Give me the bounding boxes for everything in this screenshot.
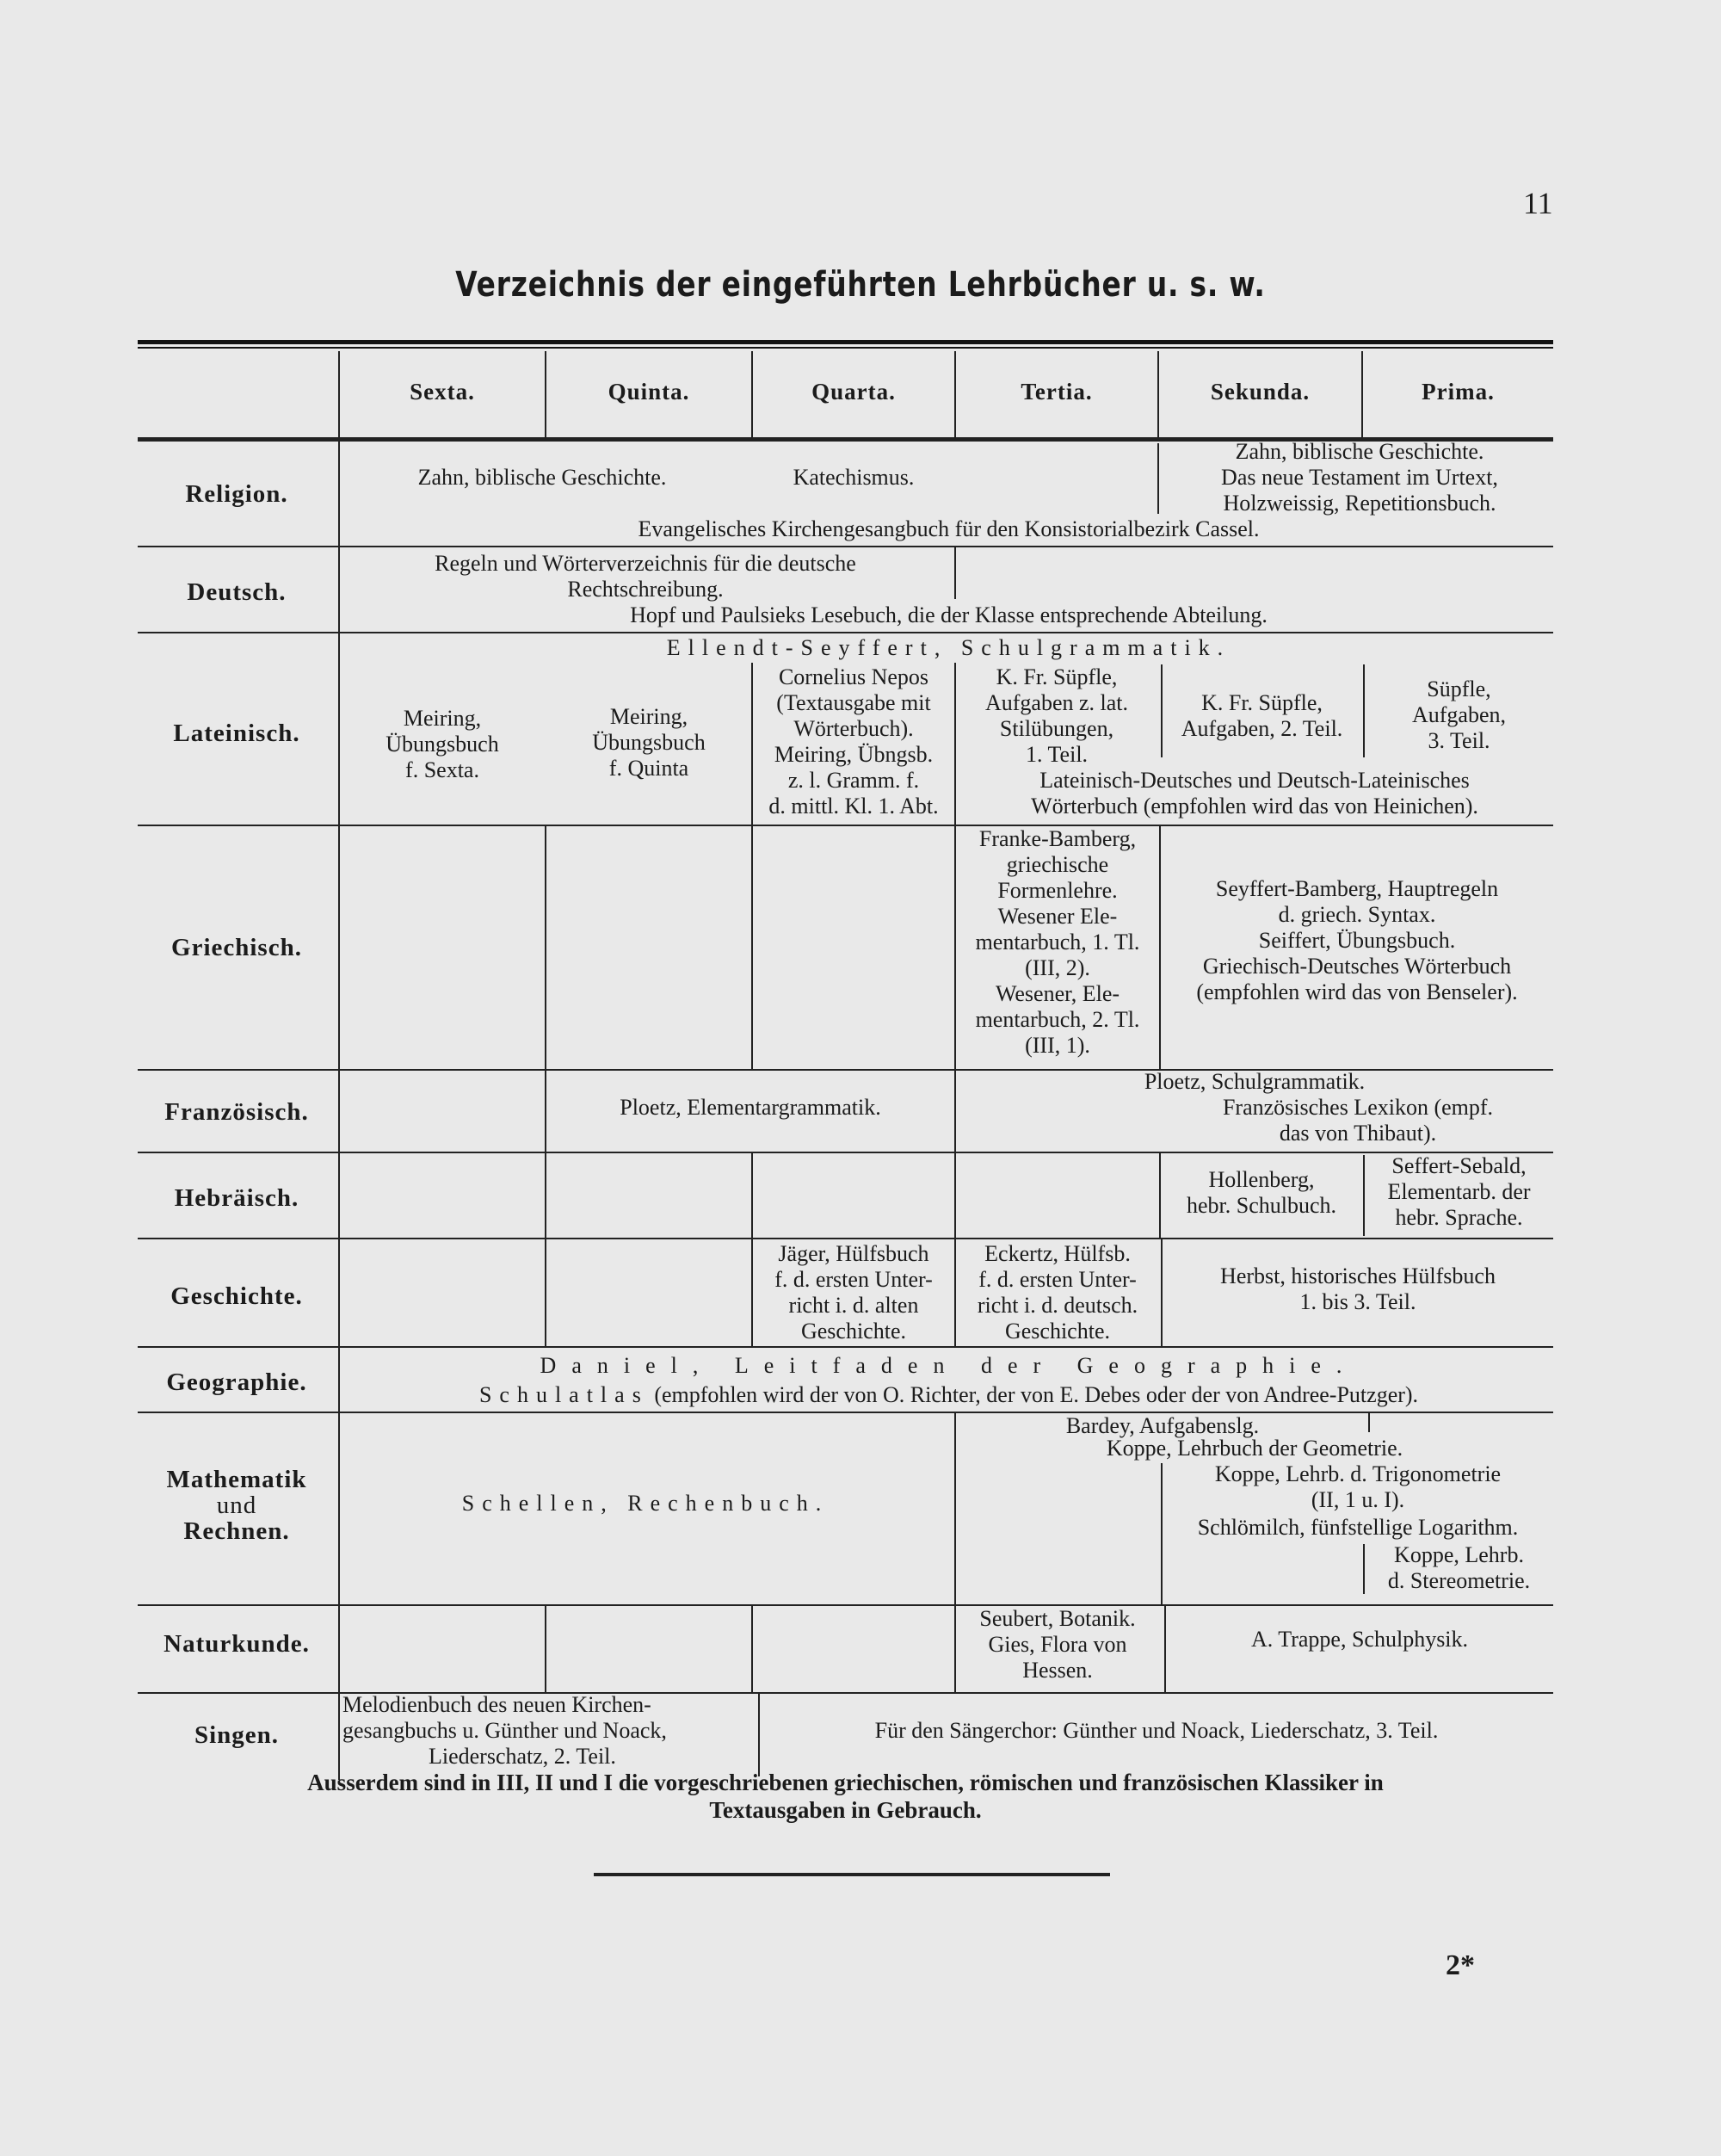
geo-line2: Schulatlas (empfohlen wird der von O. Richter, der von E. Debes oder der von Andree-Putzger).: [478, 1382, 1419, 1407]
math-tertia-sekunda: Bardey, Aufgabenslg.: [1065, 1413, 1260, 1438]
row-rule: [138, 632, 1553, 633]
row-rule: [138, 825, 1553, 826]
natur-upper: A. Trappe, Schulphysik.: [1250, 1627, 1469, 1652]
column-header-prima: Prima.: [1422, 379, 1495, 405]
hebr-prima: Seffert-Sebald, Elementarb. der hebr. Sprache.: [1387, 1153, 1531, 1230]
divider: [751, 1153, 753, 1238]
latein-sekunda: K. Fr. Süpfle, Aufgaben, 2. Teil.: [1181, 690, 1343, 741]
divider: [545, 1153, 546, 1238]
latein-quinta: Meiring, Übungsbuch f. Quinta: [592, 704, 706, 781]
row-rule: [138, 1238, 1553, 1239]
math-upper2: Koppe, Lehrb. d. Trigonometrie (II, 1 u. I).: [1214, 1461, 1502, 1512]
deutsch-lower: Regeln und Wörterverzeichnis für die deutsche Rechtschreibung.: [435, 551, 856, 602]
subject-hebr: Hebräisch.: [174, 1184, 299, 1212]
row-rule: [138, 1152, 1553, 1153]
latein-sexta: Meiring, Übungsbuch f. Sexta.: [386, 706, 499, 782]
subject-deutsch: Deutsch.: [187, 578, 287, 606]
griechisch-upper: Seyffert-Bamberg, Hauptregeln d. griech. Syntax. Seiffert, Übungsbuch. Griechisch-Deutsches Wörterbuch (empfohlen wird das von Benseler).: [1196, 876, 1518, 1004]
singen-upper: Für den Sängerchor: Günther und Noack, Liederschatz, 3. Teil.: [874, 1718, 1439, 1743]
subject-latein: Lateinisch.: [173, 720, 300, 747]
subject-gesch: Geschichte.: [170, 1282, 303, 1310]
row-rule: [138, 1604, 1553, 1606]
title-rule: [138, 340, 1553, 349]
subject-franz: Französisch.: [164, 1098, 309, 1126]
religion-sexta-quinta: Zahn, biblische Geschichte.: [417, 465, 667, 490]
divider: [1368, 1413, 1370, 1432]
column-header-sekunda: Sekunda.: [1210, 379, 1311, 405]
footnote: Ausserdem sind in III, II und I die vorgeschriebenen griechischen, römischen und französischen Klassiker in Textausgaben in Gebrauch.: [307, 1770, 1384, 1823]
divider: [545, 826, 546, 1069]
gesch-quarta: Jäger, Hülfsbuch f. d. ersten Unter- richt i. d. alten Geschichte.: [774, 1241, 933, 1344]
subject-religion: Religion.: [185, 480, 288, 508]
latein-quarta: Cornelius Nepos (Textausgabe mit Wörterbuch). Meiring, Übngsb. z. l. Gramm. f. d. mittl. Kl. 1. Abt.: [768, 664, 939, 819]
column-header-sexta: Sexta.: [410, 379, 475, 405]
subject-natur: Naturkunde.: [163, 1630, 310, 1658]
gesch-tertia: Eckertz, Hülfsb. f. d. ersten Unter- richt i. d. deutsch. Geschichte.: [977, 1241, 1138, 1344]
gesch-upper: Herbst, historisches Hülfsbuch 1. bis 3. Teil.: [1220, 1263, 1496, 1314]
divider: [545, 1239, 546, 1346]
latein-prima: Süpfle, Aufgaben, 3. Teil.: [1411, 676, 1506, 753]
closing-rule: [594, 1873, 1110, 1876]
latein-tertia: K. Fr. Süpfle, Aufgaben z. lat. Stilübungen, 1. Teil.: [984, 664, 1129, 767]
column-header-tertia: Tertia.: [1021, 379, 1093, 405]
divider: [545, 1606, 546, 1692]
divider: [1157, 443, 1159, 514]
subject-divider: [338, 442, 340, 1780]
column-header-quarta: Quarta.: [811, 379, 896, 405]
subject-singen: Singen.: [194, 1721, 280, 1749]
math-upper3: Schlömilch, fünfstellige Logarithm.: [1197, 1515, 1519, 1540]
religion-upper: Zahn, biblische Geschichte. Das neue Testament im Urtext, Holzweissig, Repetitionsbuch.: [1221, 439, 1498, 516]
page-number: 11: [1523, 186, 1553, 220]
griechisch-tertia: Franke-Bamberg, griechische Formenlehre. Wesener Ele- mentarbuch, 1. Tl. (III, 2). Wesener, Ele- mentarbuch, 2. Tl. (III, 1).: [975, 826, 1140, 1058]
latein-all: Ellendt-Seyffert, Schulgrammatik.: [666, 635, 1231, 660]
hebr-sekunda: Hollenberg, hebr. Schulbuch.: [1186, 1167, 1337, 1218]
deutsch-all: Hopf und Paulsieks Lesebuch, die der Klasse entsprechende Abteilung.: [630, 602, 1268, 627]
divider: [954, 547, 956, 599]
math-upper1: Koppe, Lehrbuch der Geometrie.: [1106, 1436, 1403, 1461]
religion-quarta: Katechismus.: [793, 465, 915, 490]
math-prima: Koppe, Lehrb. d. Stereometrie.: [1387, 1542, 1531, 1593]
divider: [751, 826, 753, 1069]
divider: [954, 1153, 956, 1238]
singen-lower: Melodienbuch des neuen Kirchen- gesangbuchs u. Günther und Noack, Liederschatz, 2. Teil.: [342, 1692, 667, 1769]
signature-mark: 2*: [1446, 1949, 1475, 1981]
page-title: Verzeichnis der eingeführten Lehrbücher u. s. w.: [455, 265, 1266, 305]
subject-geo: Geographie.: [166, 1368, 307, 1396]
natur-tertia: Seubert, Botanik. Gies, Flora von Hessen.: [979, 1606, 1136, 1683]
math-lower: Schellen, Rechenbuch.: [461, 1491, 830, 1516]
row-rule: [138, 546, 1553, 547]
divider: [751, 1606, 753, 1692]
row-rule: [138, 1346, 1553, 1348]
subject-math: Mathematik und Rechnen.: [166, 1466, 307, 1545]
column-header-quinta: Quinta.: [608, 379, 690, 405]
franz-upper: Ploetz, Schulgrammatik. Französisches Lexikon (empf. das von Thibaut).: [1144, 1069, 1494, 1146]
religion-all: Evangelisches Kirchengesangbuch für den Konsistorialbezirk Cassel.: [638, 516, 1260, 541]
geo-line1: Daniel, Leitfaden der Geographie.: [540, 1353, 1358, 1378]
subject-griechisch: Griechisch.: [171, 934, 302, 961]
franz-quinta-quarta: Ploetz, Elementargrammatik.: [620, 1095, 881, 1120]
latein-upper: Lateinisch-Deutsches und Deutsch-Lateinisches Wörterbuch (empfohlen wird das von Heinichen).: [1031, 768, 1478, 819]
